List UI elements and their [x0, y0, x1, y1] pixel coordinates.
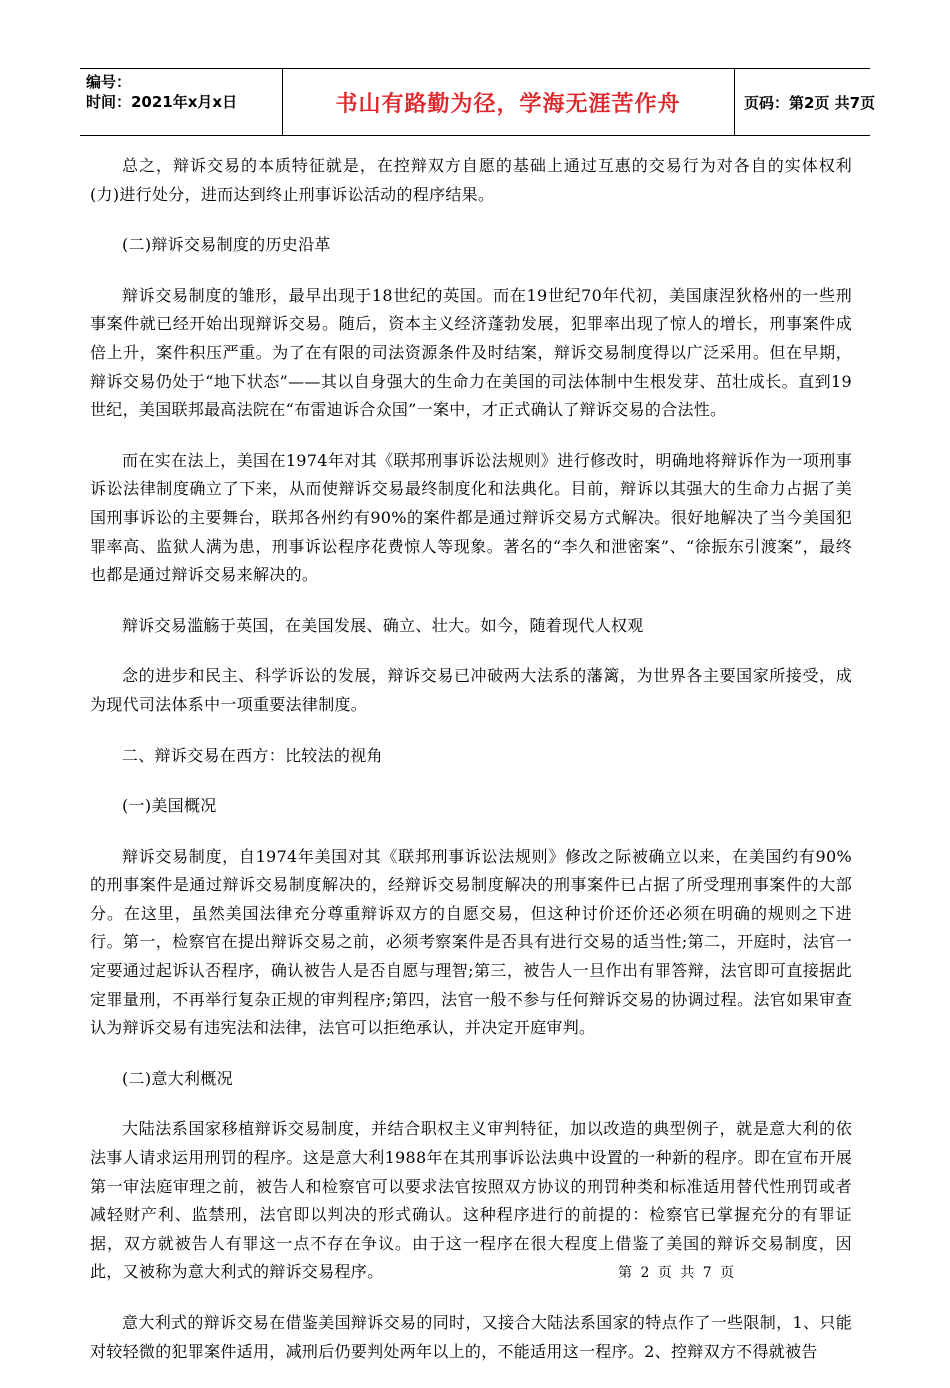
subsection-heading: (一)美国概况 [122, 796, 217, 816]
paragraph: 辩诉交易制度，自1974年美国对其《联邦刑事诉讼法规则》修改之际被确立以来，在美国约有90%的刑事案件是通过辩诉交易制度解决的，经辩诉交易制度解决的刑事案件已占据了所受理刑事案件的大部分。在这里，虽然美国法律充分尊重辩诉双方的自愿交易，但这种讨价还价还必须在明确的规则之下进行。第一，检察官在提出辩诉交易之前，必须考察案件是否具有进行交易的适当性;第二，开庭时，法官一定要通过起诉认否程序，确认被告人是否自愿与理智;第三，被告人一旦作出有罪答辩，法官即可直接据此定罪量刑，不再举行复杂正规的审判程序;第四，法官一般不参与任何辩诉交易的协调过程。法官如果审查认为辩诉交易有违宪法和法律，法官可以拒绝承认，并决定开庭审判。 [90, 846, 852, 1038]
section-heading: (二)辩诉交易制度的历史沿革 [122, 235, 331, 255]
paragraph: 大陆法系国家移植辩诉交易制度，并结合职权主义审判特征，加以改造的典型例子，就是意大利的依法事人请求运用刑罚的程序。这是意大利1988年在其刑事诉讼法典中设置的一种新的程序。即在宣布开展第一审法庭审理之前，被告人和检察官可以要求法官按照双方协议的刑罚种类和标准适用替代性刑罚或者减轻财产利、监禁刑，法官即以判决的形式确认。这种程序进行的前提的：检察官已掌握充分的有罪证据，双方就被告人有罪这一点不存在争议。由于这一程序在很大程度上借鉴了美国的辩诉交易制度，因此，又被称为意大利式的辩诉交易程序。 [90, 1119, 852, 1282]
paragraph: 总之，辩诉交易的本质特征就是，在控辩双方自愿的基础上通过互惠的交易行为对各自的实体权利(力)进行处分，进而达到终止刑事诉讼活动的程序结果。 [90, 156, 852, 204]
paragraph: 念的进步和民主、科学诉讼的发展，辩诉交易已冲破两大法系的藩篱，为世界各主要国家所接受，成为现代司法体系中一项重要法律制度。 [90, 666, 852, 714]
header-page-info: 页码：第2页 共7页 [744, 93, 876, 112]
header-meta [80, 69, 283, 135]
document-date: 时间：2021年x月x日 [86, 93, 238, 111]
header-motto-cell [282, 69, 735, 135]
paragraph: 而在实在法上，美国在1974年对其《联邦刑事诉讼法规则》进行修改时，明确地将辩诉作为一项刑事诉讼法律制度确立了下来，从而使辩诉交易最终制度化和法典化。目前，辩诉以其强大的生命力占据了美国刑事诉讼的主要舞台，联邦各州约有90%的案件都是通过辩诉交易方式解决。很好地解决了当今美国犯罪率高、监狱人满为患，刑事诉讼程序花费惊人等现象。著名的“李久和泄密案”、“徐振东引渡案”，最终也都是通过辩诉交易来解决的。 [90, 450, 852, 585]
section-heading: 二、辩诉交易在西方：比较法的视角 [122, 745, 383, 765]
motto-text: 书山有路勤为径，学海无涯苦作舟 [335, 91, 681, 117]
header-page-cell [734, 69, 876, 135]
paragraph: 意大利式的辩诉交易在借鉴美国辩诉交易的同时，又接合大陆法系国家的特点作了一些限制，1、只能对较轻微的犯罪案件适用，减刑后仍要判处两年以上的，不能适用这一程序。2、控辩双方不得就被告 [90, 1313, 852, 1361]
paragraph: 辩诉交易制度的雏形，最早出现于18世纪的英国。而在19世纪70年代初，美国康涅狄格州的一些刑事案件就已经开始出现辩诉交易。随后，资本主义经济蓬勃发展，犯罪率出现了惊人的增长，刑事案件成倍上升，案件积压严重。为了在有限的司法资源条件及时结案，辩诉交易制度得以广泛采用。但在早期，辩诉交易仍处于“地下状态”——其以自身强大的生命力在美国的司法体制中生根发芽、茁壮成长。直到19世纪，美国联邦最高法院在“布雷迪诉合众国”一案中，才正式确认了辩诉交易的合法性。 [90, 285, 852, 420]
page-header [80, 68, 876, 136]
subsection-heading: (二)意大利概况 [122, 1068, 233, 1088]
paragraph: 辩诉交易滥觞于英国，在美国发展、确立、壮大。如今，随着现代人权观 [122, 615, 644, 635]
page-footer: 第 2 页 共 7 页 [618, 1265, 735, 1281]
document-body [90, 152, 852, 1388]
document-number-label: 编号： [86, 73, 132, 91]
